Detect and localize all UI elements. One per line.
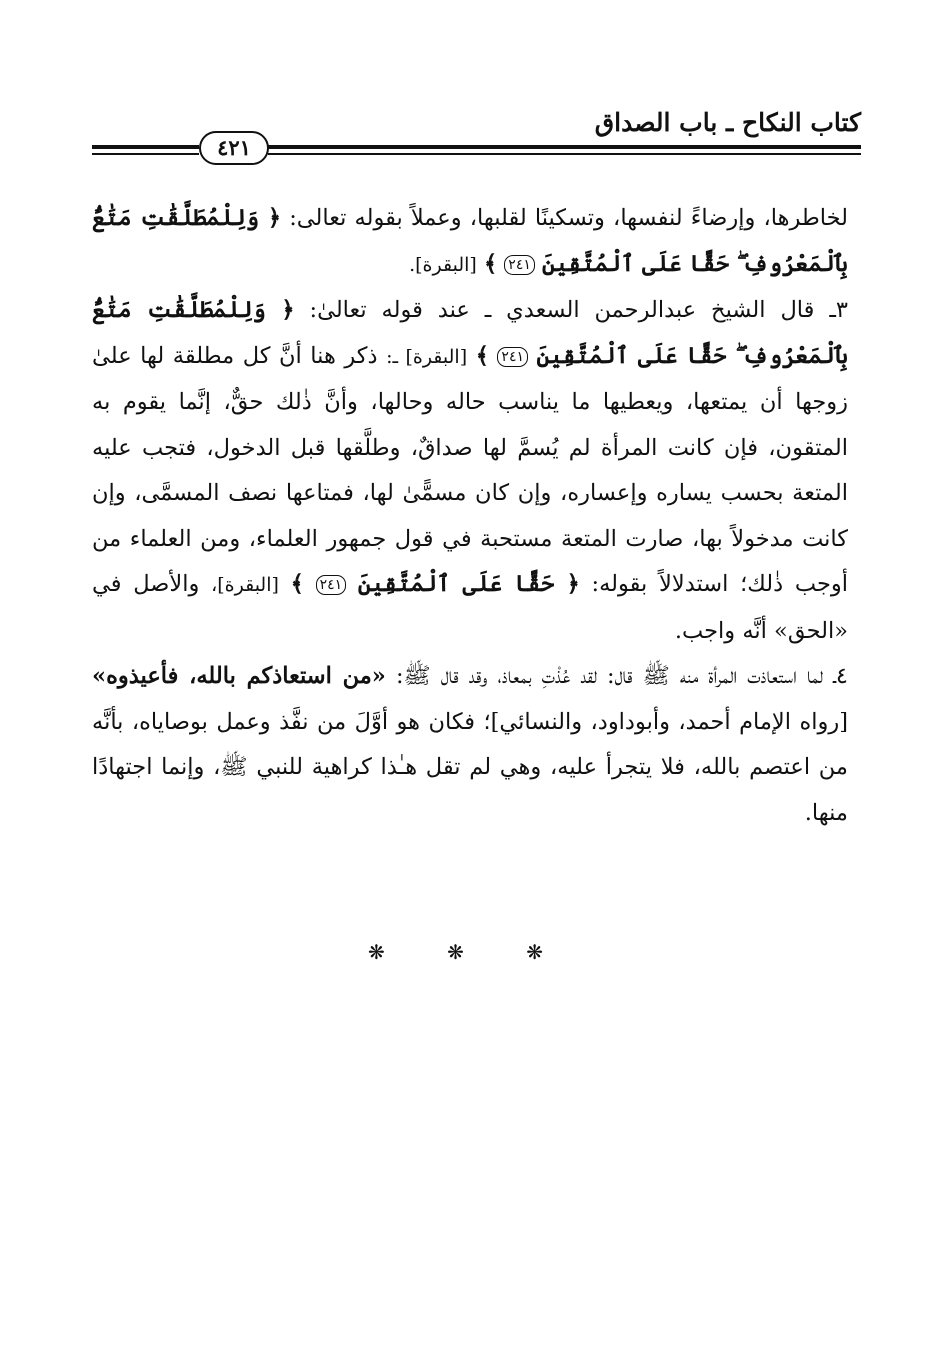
item-number: ٣ـ bbox=[829, 297, 849, 323]
paragraph-1-text: لخاطرها، وإرضاءً لنفسها، وتسكينًا لقلبها، وعملاً بقوله تعالى: bbox=[289, 205, 849, 231]
list-item-4 bbox=[92, 654, 848, 836]
paragraph-1 bbox=[92, 196, 848, 288]
verse-number-marker: ٢٤١ bbox=[316, 575, 347, 595]
item-4-body: [رواه الإمام أحمد، وأبوداود، والنسائي]؛ فكان هو أوَّلَ من نفَّذ وعمل بوصاياه، بأنَّه من اعتصم بالله، فلا يتجرأ عليه، وهي لم تقل هـٰذا كراهية للنبي ﷺ، وإنما اجتهادًا منها. bbox=[92, 708, 848, 826]
running-title: كتاب النكاح ـ باب الصداق bbox=[594, 108, 861, 137]
section-separator-stars: ❋ ❋ ❋ bbox=[368, 940, 571, 964]
header-rule-left bbox=[92, 145, 199, 157]
quran-verse: ﴿ وَلِلْمُطَلَّقَٰتِ مَتَٰعٌۢ بِٱلْمَعْرُوفِ ۖ حَقًّا عَلَى ٱلْمُتَّقِينَ bbox=[92, 297, 849, 369]
item-4-intro: لما استعاذت المرأة منه ﷺ قال: لقد عُذْتِ بمعاذ، وقد قال ﷺ: bbox=[395, 663, 824, 689]
surah-reference: [البقرة]، bbox=[211, 574, 279, 596]
item-3-conclusion: والأصل في «الحق» أنَّه واجب. bbox=[92, 571, 848, 644]
surah-reference: [البقرة] ـ: bbox=[386, 345, 468, 368]
header-rule-right bbox=[268, 145, 861, 157]
verse-number-marker: ٢٤١ bbox=[497, 347, 528, 367]
page-number: ٤٢١ bbox=[199, 131, 269, 165]
list-item-3 bbox=[92, 288, 848, 654]
surah-reference: [البقرة]. bbox=[409, 253, 477, 276]
quran-verse: ﴿ وَلِلْمُطَلَّقَٰتِ مَتَٰعٌۢ بِٱلْمَعْرُوفِ ۖ حَقًّا عَلَى ٱلْمُتَّقِينَ bbox=[92, 205, 848, 277]
item-3-body: ذكر هنا أنَّ كل مطلقة لها علىٰ زوجها أن يمتعها، ويعطيها ما يناسب حاله وحالها، وأنَّ ذٰلك حقٌّ، إنَّما يقوم به المتقون، فإن كانت المرأة لم يُسمَّ لها صداقٌ، وطلَّقها قبل الدخول، فتجب عليه المتعة بحسب يساره وإعساره، وإن كان مسمًّىٰ لها، فمتاعها نصف المسمَّى، وإن كانت مدخولاً بها، صارت المتعة مستحبة في قول جمهور العلماء، ومن العلماء من أوجب ذٰلك؛ استدلالاً بقوله: bbox=[92, 342, 849, 597]
hadith-quote: «من استعاذكم بالله، فأعيذوه» bbox=[92, 663, 386, 689]
quran-close-bracket: ﴾ bbox=[475, 342, 489, 369]
body-text bbox=[92, 196, 848, 836]
item-number: ٤ـ bbox=[833, 663, 848, 689]
quran-close-bracket: ﴾ bbox=[290, 571, 304, 597]
quran-verse: ﴿ حَقًّا عَلَى ٱلْمُتَّقِينَ bbox=[357, 571, 580, 597]
verse-number-marker: ٢٤١ bbox=[504, 255, 535, 275]
item-3-intro: قال الشيخ عبدالرحمن السعدي ـ عند قوله تعالىٰ: bbox=[309, 297, 815, 323]
quran-close-bracket: ﴾ bbox=[483, 250, 498, 277]
